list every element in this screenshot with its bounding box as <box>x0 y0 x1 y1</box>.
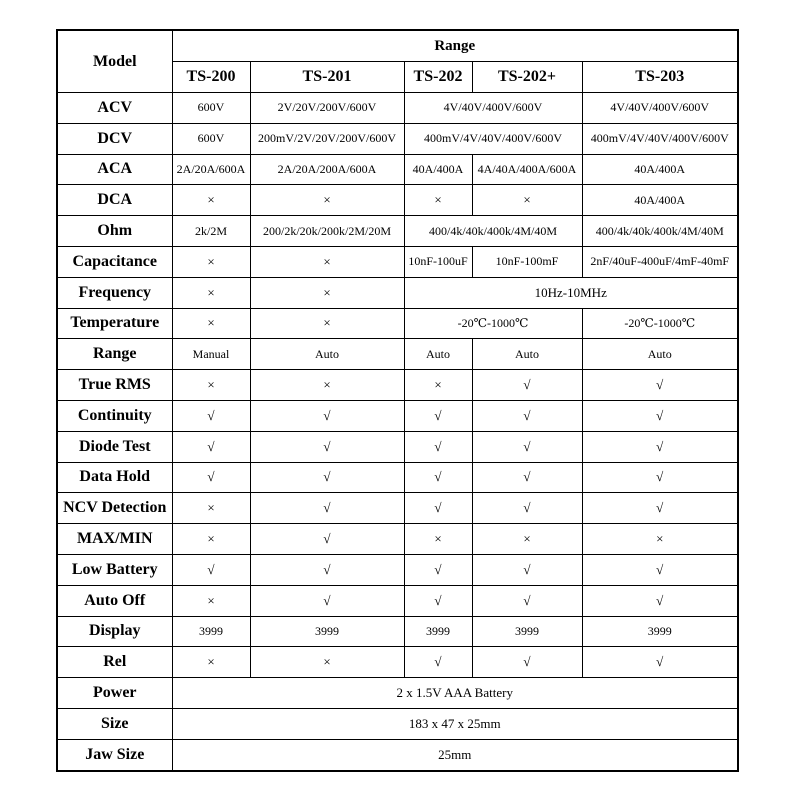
check-mark-cell: √ <box>404 585 472 616</box>
check-mark-cell: √ <box>404 493 472 524</box>
check-mark-cell: √ <box>582 431 738 462</box>
check-mark-cell: √ <box>172 462 250 493</box>
cross-mark-cell: × <box>172 493 250 524</box>
check-mark-cell: √ <box>172 554 250 585</box>
table-row <box>57 647 738 678</box>
model-ts-201: TS-201 <box>250 62 404 93</box>
spec-value-cell: 2A/20A/200A/600A <box>250 154 404 185</box>
check-mark-cell: √ <box>582 462 738 493</box>
model-ts-202-plus: TS-202+ <box>472 62 582 93</box>
row-label: Rel <box>57 647 172 678</box>
check-mark-cell: √ <box>472 554 582 585</box>
table-row <box>57 123 738 154</box>
row-label: Capacitance <box>57 246 172 277</box>
cross-mark-cell: × <box>172 246 250 277</box>
check-mark-cell: √ <box>250 524 404 555</box>
spec-value-cell: 600V <box>172 123 250 154</box>
spec-value-cell: Auto <box>250 339 404 370</box>
check-mark-cell: √ <box>404 400 472 431</box>
check-mark-cell: √ <box>582 400 738 431</box>
row-label: ACV <box>57 93 172 124</box>
check-mark-cell: √ <box>404 431 472 462</box>
cross-mark-cell: × <box>250 277 404 308</box>
row-label: ACA <box>57 154 172 185</box>
cross-mark-cell: × <box>172 370 250 401</box>
check-mark-cell: √ <box>172 431 250 462</box>
table-row <box>57 308 738 339</box>
table-row <box>57 154 738 185</box>
spec-value-cell: 2 x 1.5V AAA Battery <box>172 678 738 709</box>
table-row <box>57 185 738 216</box>
cross-mark-cell: × <box>172 524 250 555</box>
check-mark-cell: √ <box>250 493 404 524</box>
spec-value-cell: Auto <box>404 339 472 370</box>
check-mark-cell: √ <box>582 370 738 401</box>
table-row <box>57 585 738 616</box>
spec-value-cell: 3999 <box>250 616 404 647</box>
check-mark-cell: √ <box>582 493 738 524</box>
table-row <box>57 708 738 739</box>
spec-value-cell: 200/2k/20k/200k/2M/20M <box>250 216 404 247</box>
spec-value-cell: 4V/40V/400V/600V <box>404 93 582 124</box>
check-mark-cell: √ <box>472 493 582 524</box>
spec-value-cell: 2A/20A/600A <box>172 154 250 185</box>
spec-value-cell: 400mV/4V/40V/400V/600V <box>404 123 582 154</box>
check-mark-cell: √ <box>472 400 582 431</box>
spec-value-cell: Manual <box>172 339 250 370</box>
table-row <box>57 277 738 308</box>
row-label: Power <box>57 678 172 709</box>
check-mark-cell: √ <box>472 647 582 678</box>
table-row <box>57 493 738 524</box>
cross-mark-cell: × <box>250 308 404 339</box>
check-mark-cell: √ <box>582 585 738 616</box>
header-row-top <box>57 30 738 62</box>
table-row <box>57 339 738 370</box>
spec-value-cell: 40A/400A <box>404 154 472 185</box>
cross-mark-cell: × <box>172 647 250 678</box>
spec-value-cell: 40A/400A <box>582 185 738 216</box>
row-label: Auto Off <box>57 585 172 616</box>
table-row <box>57 431 738 462</box>
model-ts-202: TS-202 <box>404 62 472 93</box>
model-ts-200: TS-200 <box>172 62 250 93</box>
table-row <box>57 739 738 771</box>
spec-table-body <box>57 93 738 772</box>
cross-mark-cell: × <box>472 185 582 216</box>
check-mark-cell: √ <box>172 400 250 431</box>
spec-value-cell: 3999 <box>582 616 738 647</box>
row-label: Data Hold <box>57 462 172 493</box>
row-label: Continuity <box>57 400 172 431</box>
spec-value-cell: 25mm <box>172 739 738 771</box>
cross-mark-cell: × <box>172 585 250 616</box>
spec-value-cell: 183 x 47 x 25mm <box>172 708 738 739</box>
cross-mark-cell: × <box>172 308 250 339</box>
table-row <box>57 370 738 401</box>
check-mark-cell: √ <box>472 585 582 616</box>
check-mark-cell: √ <box>472 370 582 401</box>
spec-value-cell: 2V/20V/200V/600V <box>250 93 404 124</box>
spec-value-cell: 3999 <box>472 616 582 647</box>
check-mark-cell: √ <box>472 462 582 493</box>
row-label: Frequency <box>57 277 172 308</box>
spec-value-cell: -20℃-1000℃ <box>404 308 582 339</box>
row-label: DCV <box>57 123 172 154</box>
spec-value-cell: 3999 <box>172 616 250 647</box>
spec-value-cell: 4A/40A/400A/600A <box>472 154 582 185</box>
row-label: Display <box>57 616 172 647</box>
table-row <box>57 678 738 709</box>
table-row <box>57 554 738 585</box>
spec-value-cell: 4V/40V/400V/600V <box>582 93 738 124</box>
check-mark-cell: √ <box>404 462 472 493</box>
spec-value-cell: 10Hz-10MHz <box>404 277 738 308</box>
spec-table-header <box>57 30 738 93</box>
row-label: True RMS <box>57 370 172 401</box>
spec-value-cell: 400mV/4V/40V/400V/600V <box>582 123 738 154</box>
row-label: Low Battery <box>57 554 172 585</box>
check-mark-cell: √ <box>404 554 472 585</box>
check-mark-cell: √ <box>582 647 738 678</box>
row-label: Temperature <box>57 308 172 339</box>
check-mark-cell: √ <box>250 462 404 493</box>
cross-mark-cell: × <box>472 524 582 555</box>
check-mark-cell: √ <box>472 431 582 462</box>
spec-value-cell: 10nF-100mF <box>472 246 582 277</box>
row-label: Diode Test <box>57 431 172 462</box>
row-label: Jaw Size <box>57 739 172 771</box>
cross-mark-cell: × <box>250 370 404 401</box>
check-mark-cell: √ <box>250 431 404 462</box>
check-mark-cell: √ <box>582 554 738 585</box>
cross-mark-cell: × <box>172 277 250 308</box>
spec-value-cell: 400/4k/40k/400k/4M/40M <box>582 216 738 247</box>
cross-mark-cell: × <box>250 185 404 216</box>
spec-value-cell: 400/4k/40k/400k/4M/40M <box>404 216 582 247</box>
model-ts-203: TS-203 <box>582 62 738 93</box>
check-mark-cell: √ <box>250 585 404 616</box>
cross-mark-cell: × <box>582 524 738 555</box>
spec-value-cell: 2k/2M <box>172 216 250 247</box>
spec-value-cell: 600V <box>172 93 250 124</box>
spec-value-cell: Auto <box>472 339 582 370</box>
row-label: Ohm <box>57 216 172 247</box>
check-mark-cell: √ <box>250 400 404 431</box>
spec-value-cell: 3999 <box>404 616 472 647</box>
spec-value-cell: Auto <box>582 339 738 370</box>
row-label: Range <box>57 339 172 370</box>
row-label: MAX/MIN <box>57 524 172 555</box>
cross-mark-cell: × <box>250 647 404 678</box>
check-mark-cell: √ <box>404 647 472 678</box>
cross-mark-cell: × <box>250 246 404 277</box>
table-row <box>57 524 738 555</box>
model-header: Model <box>57 30 172 93</box>
spec-value-cell: -20℃-1000℃ <box>582 308 738 339</box>
row-label: DCA <box>57 185 172 216</box>
cross-mark-cell: × <box>172 185 250 216</box>
table-row <box>57 400 738 431</box>
table-row <box>57 616 738 647</box>
row-label: NCV Detection <box>57 493 172 524</box>
cross-mark-cell: × <box>404 185 472 216</box>
spec-value-cell: 2nF/40uF-400uF/4mF-40mF <box>582 246 738 277</box>
table-row <box>57 246 738 277</box>
range-header: Range <box>172 30 738 62</box>
check-mark-cell: √ <box>250 554 404 585</box>
spec-value-cell: 40A/400A <box>582 154 738 185</box>
table-row <box>57 462 738 493</box>
row-label: Size <box>57 708 172 739</box>
table-row <box>57 216 738 247</box>
spec-value-cell: 10nF-100uF <box>404 246 472 277</box>
cross-mark-cell: × <box>404 370 472 401</box>
table-row <box>57 93 738 124</box>
spec-value-cell: 200mV/2V/20V/200V/600V <box>250 123 404 154</box>
spec-table <box>56 29 739 772</box>
cross-mark-cell: × <box>404 524 472 555</box>
